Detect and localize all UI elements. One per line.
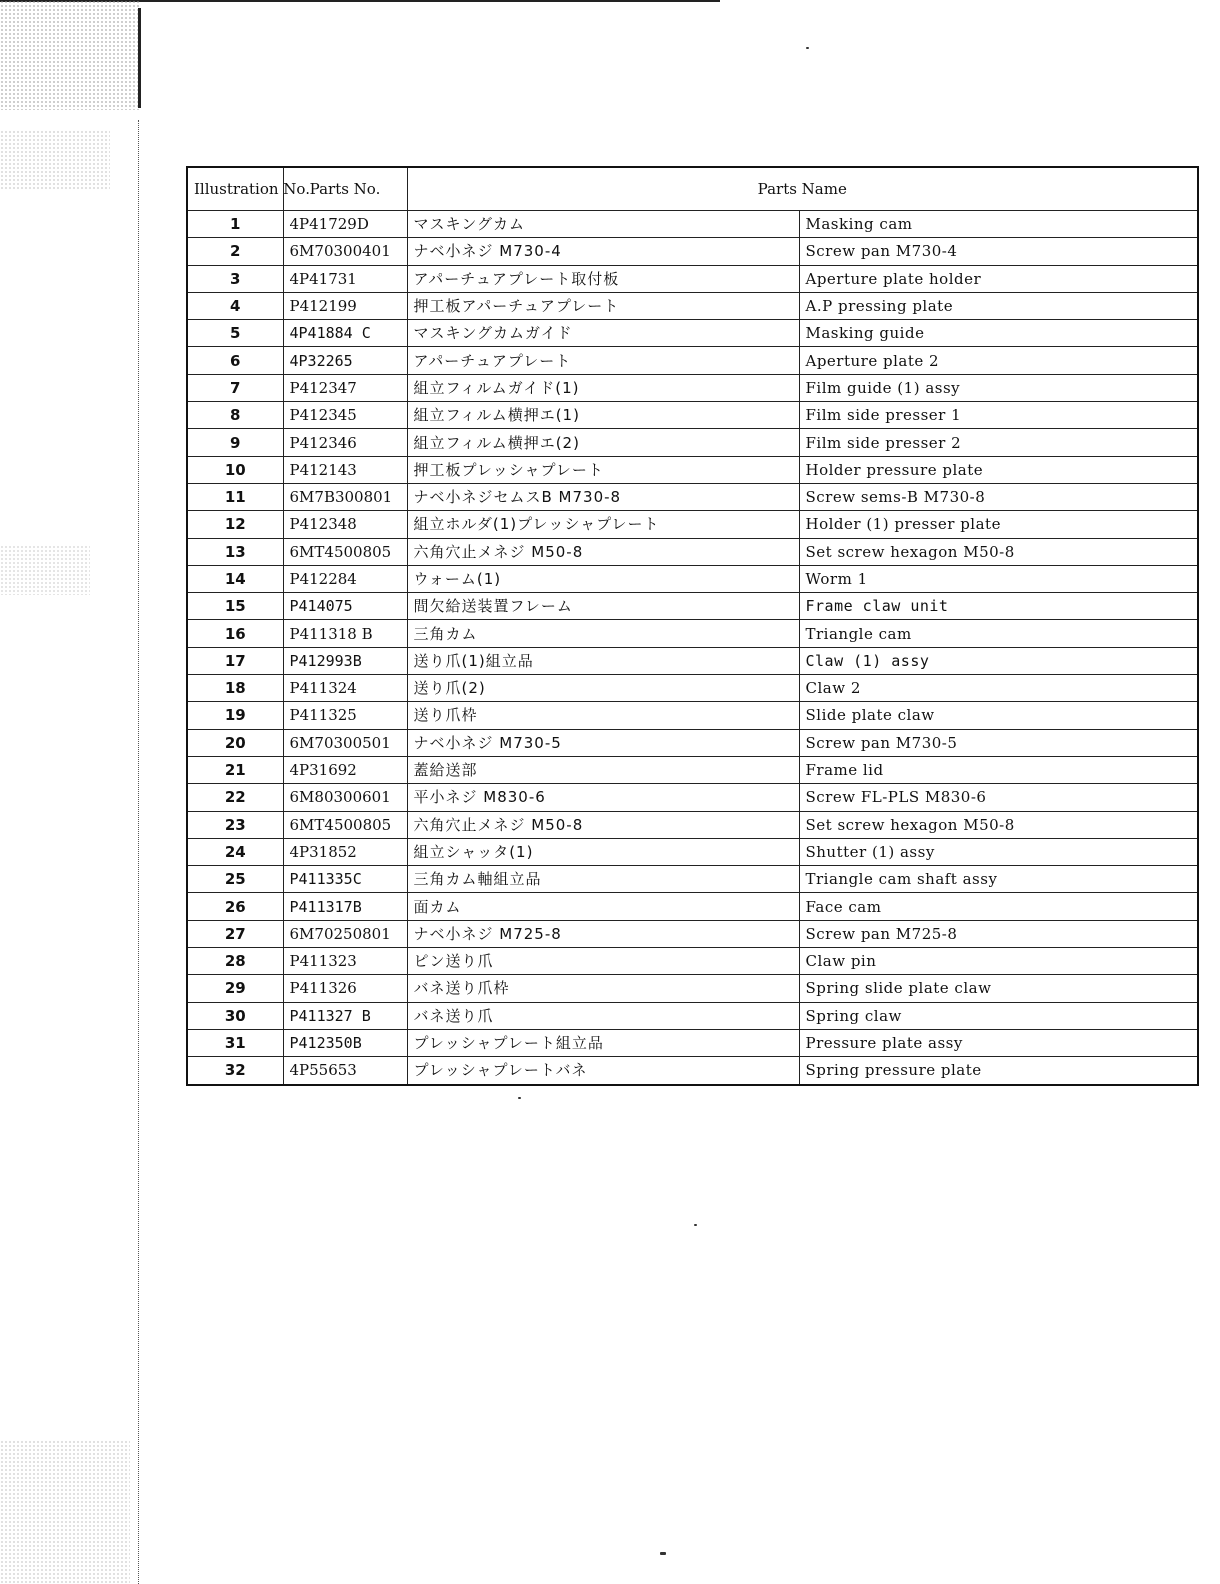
table-row (187, 565, 1198, 592)
illustration-no-cell: 31 (187, 1029, 283, 1056)
parts-name-jp-cell: 送り爪(2) (407, 675, 799, 702)
table-row (187, 538, 1198, 565)
parts-name-en-cell: Screw pan M725-8 (799, 920, 1198, 947)
illustration-no-cell: 15 (187, 593, 283, 620)
table-row (187, 429, 1198, 456)
parts-no-cell: 4P41731 (283, 265, 407, 292)
parts-name-en-cell: Masking cam (799, 211, 1198, 238)
table-row (187, 729, 1198, 756)
parts-no-cell: P412199 (283, 292, 407, 319)
illustration-no-cell: 25 (187, 866, 283, 893)
parts-no-cell: P411335C (283, 866, 407, 893)
parts-name-jp-cell: 押工板プレッシャプレート (407, 456, 799, 483)
parts-name-en-cell: Holder pressure plate (799, 456, 1198, 483)
illustration-no-cell: 27 (187, 920, 283, 947)
parts-name-en-cell: Frame lid (799, 756, 1198, 783)
illustration-no-cell: 23 (187, 811, 283, 838)
table-row (187, 402, 1198, 429)
parts-name-jp-cell: ナベ小ネジ M725-8 (407, 920, 799, 947)
parts-no-cell: 6MT4500805 (283, 538, 407, 565)
parts-name-jp-cell: 間欠給送装置フレーム (407, 593, 799, 620)
parts-name-jp-cell: 組立ホルダ(1)プレッシャプレート (407, 511, 799, 538)
parts-no-cell: 4P31692 (283, 756, 407, 783)
table-row (187, 1029, 1198, 1056)
table-row (187, 1057, 1198, 1085)
table-row (187, 238, 1198, 265)
table-row (187, 675, 1198, 702)
parts-no-cell: 4P31852 (283, 838, 407, 865)
parts-name-jp-cell: ウォーム(1) (407, 565, 799, 592)
illustration-no-cell: 28 (187, 948, 283, 975)
scan-noise (0, 0, 140, 110)
table-row (187, 456, 1198, 483)
parts-no-cell: P411318 B (283, 620, 407, 647)
binding-edge-line (138, 8, 141, 108)
parts-no-cell: 4P55653 (283, 1057, 407, 1085)
illustration-no-cell: 29 (187, 975, 283, 1002)
parts-name-en-cell: Screw pan M730-4 (799, 238, 1198, 265)
parts-name-jp-cell: 蓋給送部 (407, 756, 799, 783)
illustration-no-cell: 6 (187, 347, 283, 374)
parts-name-jp-cell: 送り爪(1)組立品 (407, 647, 799, 674)
illustration-no-cell: 22 (187, 784, 283, 811)
parts-no-cell: 6M70250801 (283, 920, 407, 947)
parts-no-cell: P414075 (283, 593, 407, 620)
illustration-no-cell: 21 (187, 756, 283, 783)
table-row (187, 784, 1198, 811)
parts-list-table (186, 166, 1199, 1086)
table-row (187, 811, 1198, 838)
parts-name-en-cell: Aperture plate holder (799, 265, 1198, 292)
parts-no-cell: P412284 (283, 565, 407, 592)
illustration-no-cell: 7 (187, 374, 283, 401)
parts-name-en-cell: Pressure plate assy (799, 1029, 1198, 1056)
parts-name-en-cell: Aperture plate 2 (799, 347, 1198, 374)
illustration-no-cell: 1 (187, 211, 283, 238)
parts-name-en-cell: Film side presser 1 (799, 402, 1198, 429)
illustration-no-cell: 8 (187, 402, 283, 429)
parts-name-jp-cell: 組立フィルム横押エ(2) (407, 429, 799, 456)
illustration-no-cell: 24 (187, 838, 283, 865)
table-row (187, 320, 1198, 347)
table-row (187, 211, 1198, 238)
illustration-no-cell: 9 (187, 429, 283, 456)
parts-name-jp-cell: ピン送り爪 (407, 948, 799, 975)
illustration-no-cell: 3 (187, 265, 283, 292)
parts-no-cell: 6M70300501 (283, 729, 407, 756)
parts-name-jp-cell: バネ送り爪枠 (407, 975, 799, 1002)
table-row (187, 593, 1198, 620)
table-row (187, 620, 1198, 647)
parts-name-en-cell: Claw (1) assy (799, 647, 1198, 674)
parts-name-en-cell: Worm 1 (799, 565, 1198, 592)
parts-name-en-cell: Screw sems-B M730-8 (799, 483, 1198, 510)
parts-name-en-cell: Screw FL-PLS M830-6 (799, 784, 1198, 811)
table-row (187, 975, 1198, 1002)
illustration-no-cell: 16 (187, 620, 283, 647)
table-row (187, 1002, 1198, 1029)
parts-name-en-cell: Spring claw (799, 1002, 1198, 1029)
parts-no-cell: P412347 (283, 374, 407, 401)
parts-no-cell: P411325 (283, 702, 407, 729)
parts-no-cell: P412143 (283, 456, 407, 483)
table-row (187, 374, 1198, 401)
parts-name-en-cell: Set screw hexagon M50-8 (799, 811, 1198, 838)
illustration-no-header: Illustration No. (187, 167, 283, 211)
illustration-no-cell: 2 (187, 238, 283, 265)
scan-noise (0, 130, 110, 190)
parts-no-cell: 4P41729D (283, 211, 407, 238)
parts-name-en-cell: Shutter (1) assy (799, 838, 1198, 865)
parts-name-jp-cell: 送り爪枠 (407, 702, 799, 729)
parts-name-en-cell: Claw 2 (799, 675, 1198, 702)
parts-name-jp-cell: 組立フィルム横押エ(1) (407, 402, 799, 429)
table-row (187, 756, 1198, 783)
parts-name-jp-cell: 組立フィルムガイド(1) (407, 374, 799, 401)
parts-name-en-cell: Spring slide plate claw (799, 975, 1198, 1002)
parts-no-header: Parts No. (283, 167, 407, 211)
illustration-no-cell: 11 (187, 483, 283, 510)
table-row (187, 483, 1198, 510)
table-row (187, 347, 1198, 374)
table-row (187, 292, 1198, 319)
table-row (187, 265, 1198, 292)
parts-table-body (187, 211, 1198, 1085)
table-row (187, 511, 1198, 538)
parts-no-cell: P411326 (283, 975, 407, 1002)
parts-no-cell: P411327 B (283, 1002, 407, 1029)
illustration-no-cell: 26 (187, 893, 283, 920)
parts-no-cell: 6M80300601 (283, 784, 407, 811)
table-row (187, 702, 1198, 729)
parts-no-cell: P412350B (283, 1029, 407, 1056)
scan-speck (518, 1097, 521, 1099)
illustration-no-cell: 17 (187, 647, 283, 674)
parts-no-cell: P411323 (283, 948, 407, 975)
parts-name-en-cell: Slide plate claw (799, 702, 1198, 729)
parts-no-cell: 6MT4500805 (283, 811, 407, 838)
parts-name-jp-cell: 三角カム (407, 620, 799, 647)
parts-name-jp-cell: 三角カム軸組立品 (407, 866, 799, 893)
parts-no-cell: 6M7B300801 (283, 483, 407, 510)
parts-name-jp-cell: 面カム (407, 893, 799, 920)
parts-name-jp-cell: 組立シャッタ(1) (407, 838, 799, 865)
parts-no-cell: P411317B (283, 893, 407, 920)
illustration-no-cell: 4 (187, 292, 283, 319)
scan-speck (660, 1552, 666, 1555)
illustration-no-cell: 30 (187, 1002, 283, 1029)
parts-name-jp-cell: ナベ小ネジ M730-5 (407, 729, 799, 756)
parts-name-jp-cell: プレッシャプレート組立品 (407, 1029, 799, 1056)
parts-name-en-cell: Triangle cam shaft assy (799, 866, 1198, 893)
parts-no-cell: 4P41884 C (283, 320, 407, 347)
parts-name-en-cell: Holder (1) presser plate (799, 511, 1198, 538)
table-row (187, 920, 1198, 947)
illustration-no-cell: 18 (187, 675, 283, 702)
illustration-no-cell: 32 (187, 1057, 283, 1085)
parts-no-cell: 4P32265 (283, 347, 407, 374)
parts-name-jp-cell: マスキングカム (407, 211, 799, 238)
parts-name-jp-cell: バネ送り爪 (407, 1002, 799, 1029)
parts-name-jp-cell: ナベ小ネジ M730-4 (407, 238, 799, 265)
parts-name-jp-cell: ナベ小ネジセムスB M730-8 (407, 483, 799, 510)
scan-noise (0, 545, 90, 595)
parts-name-jp-cell: 六角穴止メネジ M50-8 (407, 538, 799, 565)
parts-no-cell: P412993B (283, 647, 407, 674)
illustration-no-cell: 10 (187, 456, 283, 483)
parts-no-cell: P411324 (283, 675, 407, 702)
parts-name-jp-cell: 六角穴止メネジ M50-8 (407, 811, 799, 838)
parts-name-jp-cell: 平小ネジ M830-6 (407, 784, 799, 811)
parts-name-jp-cell: アパーチュアプレート (407, 347, 799, 374)
illustration-no-cell: 14 (187, 565, 283, 592)
parts-no-cell: P412346 (283, 429, 407, 456)
parts-name-jp-cell: アパーチュアプレート取付板 (407, 265, 799, 292)
scan-speck (694, 1224, 697, 1226)
table-row (187, 893, 1198, 920)
parts-name-en-cell: Face cam (799, 893, 1198, 920)
table-row (187, 866, 1198, 893)
parts-no-cell: P412345 (283, 402, 407, 429)
parts-no-cell: 6M70300401 (283, 238, 407, 265)
illustration-no-cell: 5 (187, 320, 283, 347)
parts-name-en-cell: A.P pressing plate (799, 292, 1198, 319)
parts-name-en-cell: Screw pan M730-5 (799, 729, 1198, 756)
table-row (187, 948, 1198, 975)
table-row (187, 647, 1198, 674)
parts-name-en-cell: Set screw hexagon M50-8 (799, 538, 1198, 565)
parts-name-en-cell: Triangle cam (799, 620, 1198, 647)
parts-name-en-cell: Frame claw unit (799, 593, 1198, 620)
table-header-row (187, 167, 1198, 211)
table-row (187, 838, 1198, 865)
parts-name-en-cell: Film side presser 2 (799, 429, 1198, 456)
illustration-no-cell: 12 (187, 511, 283, 538)
parts-name-jp-cell: マスキングカムガイド (407, 320, 799, 347)
parts-name-en-cell: Masking guide (799, 320, 1198, 347)
parts-name-header: Parts Name (407, 167, 1198, 211)
scan-noise (0, 1440, 130, 1584)
illustration-no-cell: 13 (187, 538, 283, 565)
parts-name-en-cell: Claw pin (799, 948, 1198, 975)
parts-name-jp-cell: プレッシャプレートバネ (407, 1057, 799, 1085)
binding-edge-dotted-line (138, 120, 139, 1584)
parts-no-cell: P412348 (283, 511, 407, 538)
illustration-no-cell: 20 (187, 729, 283, 756)
parts-name-en-cell: Film guide (1) assy (799, 374, 1198, 401)
scan-speck (806, 47, 809, 49)
parts-name-jp-cell: 押工板アパーチュアプレート (407, 292, 799, 319)
illustration-no-cell: 19 (187, 702, 283, 729)
parts-name-en-cell: Spring pressure plate (799, 1057, 1198, 1085)
